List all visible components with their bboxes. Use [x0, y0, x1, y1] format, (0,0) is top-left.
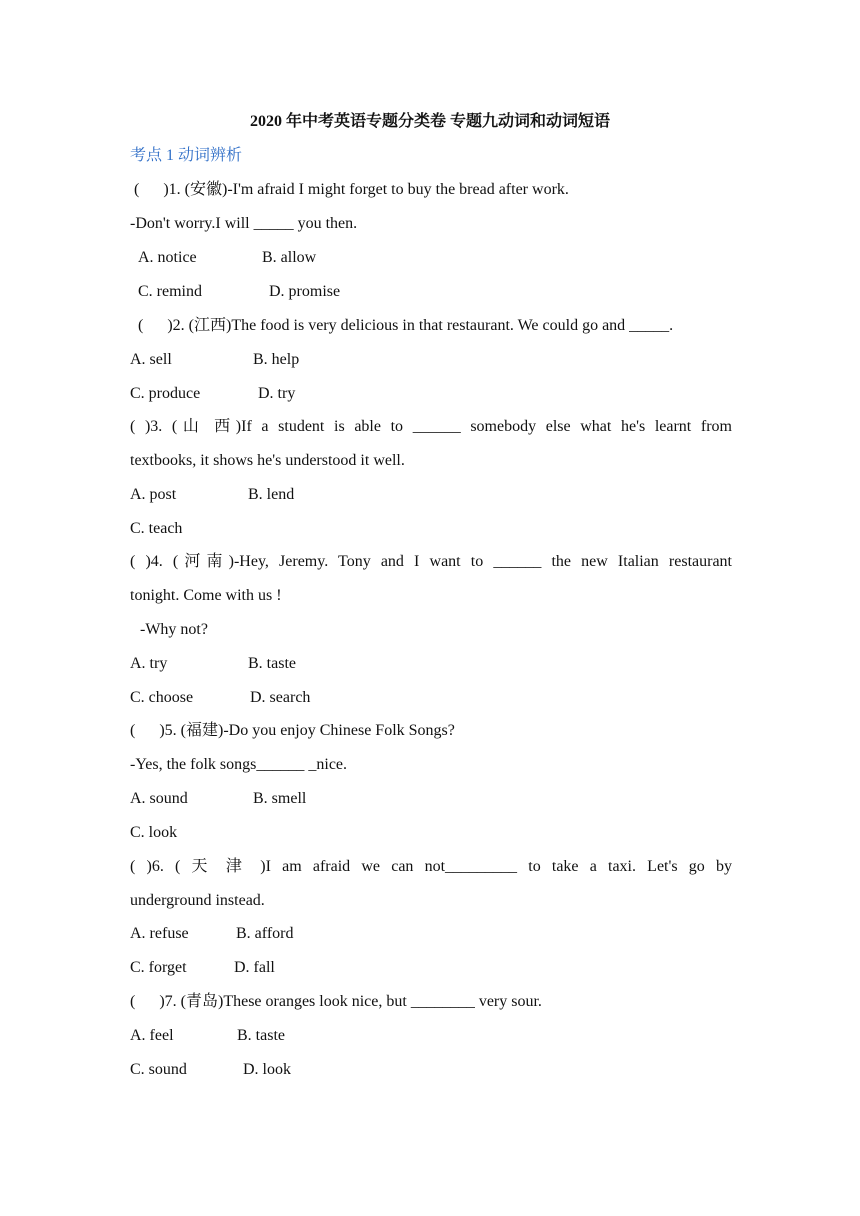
question-3-option-b: B. lend — [248, 486, 295, 503]
question-6-stem-cont: underground instead. — [130, 892, 265, 909]
question-2-option-b: B. help — [253, 351, 300, 368]
question-7-option-b: B. taste — [237, 1027, 285, 1044]
question-4-option-c: C. choose — [130, 689, 194, 706]
question-2-option-a: A. sell — [130, 351, 172, 368]
question-1-option-c: C. remind — [138, 283, 202, 300]
question-1-option-b: B. allow — [262, 249, 317, 266]
question-1-stem: ( )1. (安徽)-I'm afraid I might forget to buy the bread after work. — [130, 181, 569, 198]
question-1-option-a: A. notice — [138, 249, 197, 266]
question-4-option-b: B. taste — [248, 655, 296, 672]
question-2-stem: ( )2. (江西)The food is very delicious in that restaurant. We could go and _____. — [138, 317, 674, 334]
question-5-response: -Yes, the folk songs______ _nice. — [130, 756, 348, 773]
question-5-option-b: B. smell — [253, 790, 307, 807]
question-7-option-d: D. look — [243, 1061, 291, 1078]
question-6-stem: ( )6. ( 天 津 )I am afraid we can not_________ to take a taxi. Let's go by — [130, 858, 732, 875]
question-7-option-c: C. sound — [130, 1061, 187, 1078]
question-4-stem-cont: tonight. Come with us ! — [130, 587, 282, 604]
section-heading: 考点 1 动词辨析 — [130, 147, 243, 164]
question-6-option-a: A. refuse — [130, 925, 189, 942]
question-6-option-d: D. fall — [234, 959, 275, 976]
question-7-stem: ( )7. (青岛)These oranges look nice, but ________ very sour. — [130, 993, 542, 1010]
question-2-option-c: C. produce — [130, 385, 201, 402]
question-5-option-a: A. sound — [130, 790, 188, 807]
question-6-option-b: B. afford — [236, 925, 294, 942]
question-6-option-c: C. forget — [130, 959, 187, 976]
question-4-stem: ( )4. (河南)-Hey, Jeremy. Tony and I want to ______ the new Italian restaurant — [130, 553, 732, 570]
question-3-option-a: A. post — [130, 486, 177, 503]
question-2-option-d: D. try — [258, 385, 296, 402]
question-4-option-a: A. try — [130, 655, 168, 672]
question-5-stem: ( )5. (福建)-Do you enjoy Chinese Folk Songs? — [130, 722, 455, 739]
question-4-response: -Why not? — [140, 621, 208, 638]
question-1-response: -Don't worry.I will _____ you then. — [130, 215, 358, 232]
question-3-stem: ( )3. (山 西)If a student is able to ______ somebody else what he's learnt from — [130, 418, 732, 435]
question-3-stem-cont: textbooks, it shows he's understood it well. — [130, 452, 405, 469]
question-7-option-a: A. feel — [130, 1027, 174, 1044]
question-1-option-d: D. promise — [269, 283, 341, 300]
question-5-option-c: C. look — [130, 824, 178, 841]
question-3-option-c: C. teach — [130, 520, 183, 537]
question-4-option-d: D. search — [250, 689, 311, 706]
page-title: 2020 年中考英语专题分类卷 专题九动词和动词短语 — [249, 113, 610, 130]
